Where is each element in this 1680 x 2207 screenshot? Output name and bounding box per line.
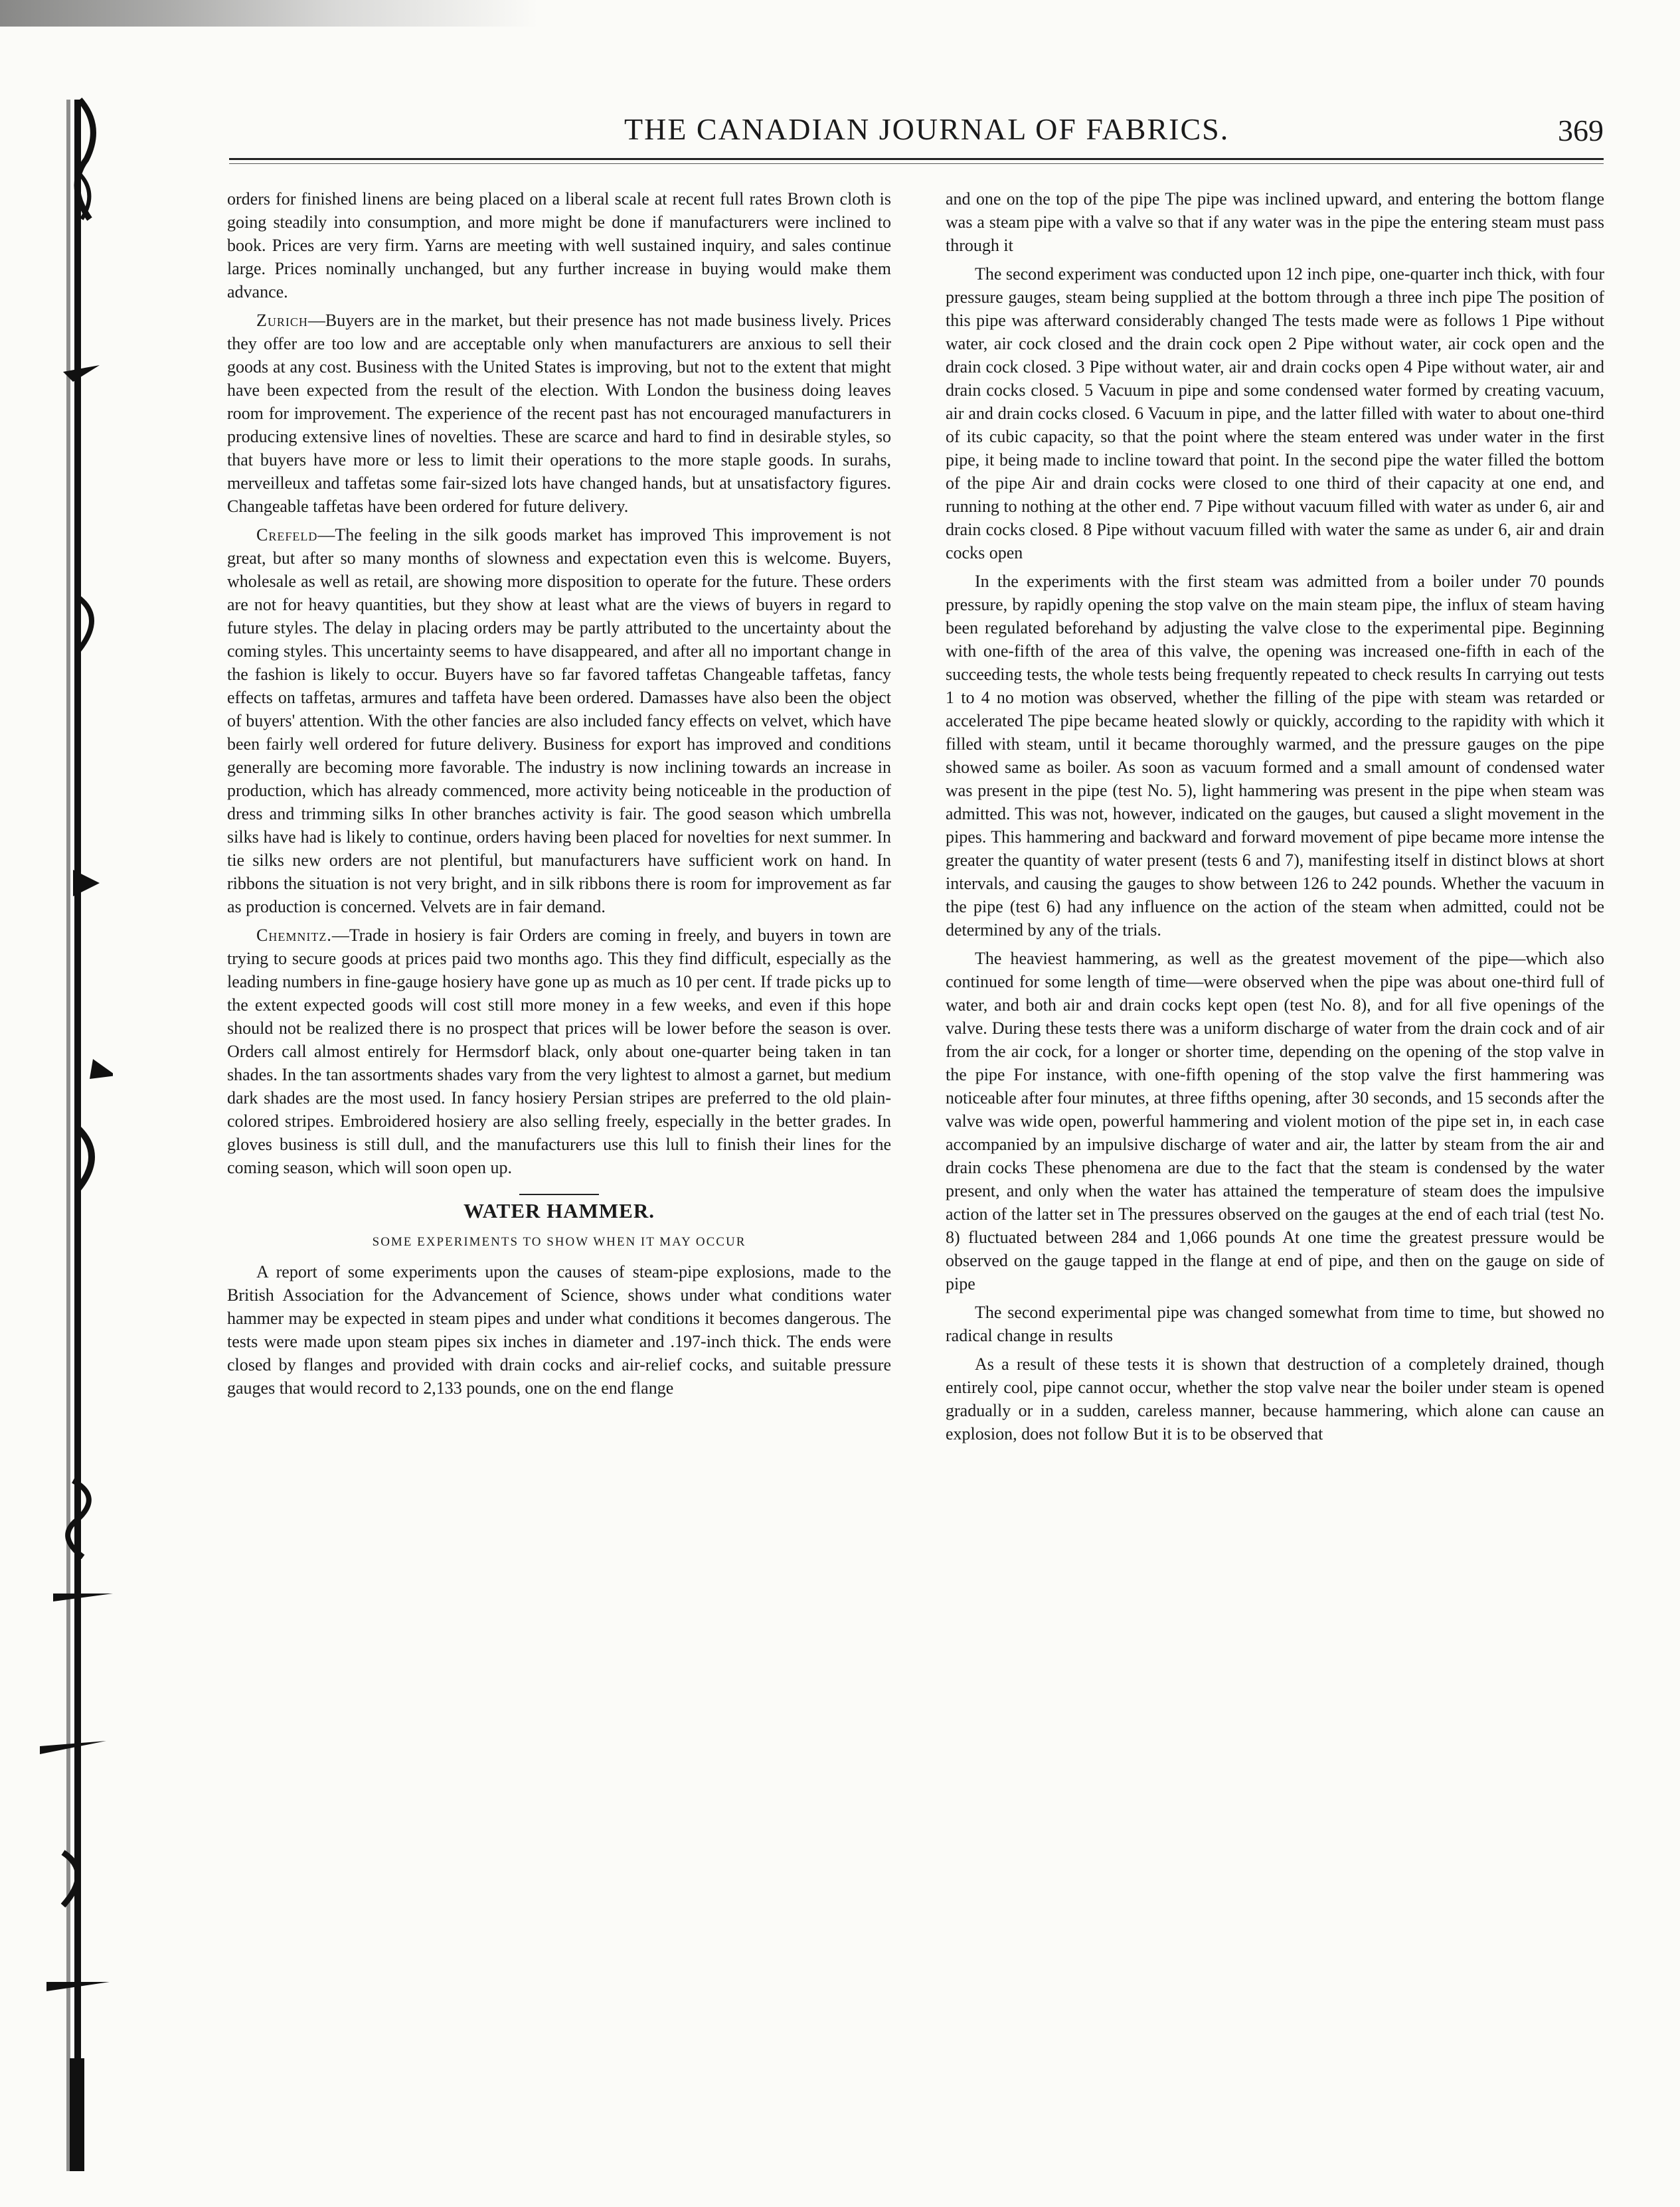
dateline-crefeld: Crefeld: [256, 525, 318, 544]
journal-title: THE CANADIAN JOURNAL OF FABRICS.: [624, 112, 1230, 146]
paragraph: The heaviest hammering, as well as the greatest movement of the pipe—which also continued for some length of time—were observed when the pipe was about one-third full of water, and both air and drain cocks kept open (test No. 8), and for all five openings of the valve. During these tests there was a uniform discharge of water from the drain cock and of air from the air cock, for a longer or shorter time, depending on the opening of the stop valve in the pipe For instance, with one-fifth opening of the stop valve the first hammering was noticeable after four minutes, at three fifths opening, after 30 seconds, and 15 seconds after the valve was wide open, powerful hammering and violent motion of the pipe set in, in each case accompanied by an impulsive discharge of water and air, the latter by steam from the air and drain cocks These phenomena are due to the fact that the steam is condensed by the water present, and only when the water has attained the temperature of steam does the impulsive action of the latter set in The pressures observed on the gauges at the end of each trial (test No. 8) fluctuated between 284 and 1,066 pounds At one time the greatest pressure would be observed on the gauge tapped in the flange at end of pipe, and then on the gauge on side of pipe: [946, 949, 1604, 1293]
scan-edge-artifact: [0, 0, 1680, 27]
paragraph: A report of some experiments upon the causes of steam-pipe explosions, made to the British Association for the Advancement of Science, shows under what conditions water hammer may be expected in steam pipes and under what conditions it becomes dangerous. The tests were made upon steam pipes six inches in diameter and .197-inch thick. The ends were closed by flanges and provided with drain cocks and air-relief cocks, and suitable pressure gauges that would record to 2,133 pounds, one on the end flange: [227, 1262, 891, 1398]
paragraph: In the experiments with the first steam was admitted from a boiler under 70 pounds pressure, by rapidly opening the stop valve on the main steam pipe, the influx of steam having been regulated beforehand by adjusting the valve close to the experimental pipe. Beginning with one-fifth of the area of this valve, the opening was increased one-fifth in each of the succeeding tests, the whole tests being frequently repeated to check results In carrying out tests 1 to 4 no motion was observed, whether the filling of the pipe with steam was retarded or accelerated The pipe became heated slowly or quickly, according to the rapidity with which it filled with steam, until it became thoroughly warmed, and the pressure gauges on the pipe showed same as boiler. As soon as vacuum formed and a small amount of condensed water was present in the pipe (test No. 5), light hammering was present in the pipe when steam was admitted. This was not, however, indicated on the gauges, but caused a slight movement in the pipes. This hammering and backward and forward movement of pipe became more intense the greater the quantity of water present (tests 6 and 7), manifesting itself in distinct blows at short intervals, and causing the gauges to show between 126 to 242 pounds. Whether the vacuum in the pipe (test 6) had any influence on the action of the steam when admitted, could not be determined by any of the trials.: [946, 572, 1604, 940]
header-rule: [229, 158, 1604, 160]
paragraph-zurich: [227, 309, 891, 518]
section-subtitle: SOME EXPERIMENTS TO SHOW WHEN IT MAY OCCUR: [372, 1235, 746, 1249]
section-title: WATER HAMMER.: [463, 1199, 655, 1222]
right-column: [946, 187, 1604, 1451]
paragraph-text: —Buyers are in the market, but their presence has not made business lively. Prices they offer are too low and are acceptable only when manufacturers are anxious to sell their goods at any cost. Business with the United States is improving, but not to the extent that might have been expected from the result of the election. With London the business doing leaves room for improvement. The experience of the recent past has not encouraged manufacturers in producing extensive lines of novelties. These are scarce and hard to find in desirable styles, so that buyers have more or less to limit their operations to the more staple goods. In surahs, merveilleux and taffetas some fair-sized lots have changed hands, but at unsatisfactory figures. Changeable taffetas have been ordered for future delivery.: [227, 311, 891, 516]
page-number: 369: [1558, 114, 1604, 147]
paragraph: orders for finished linens are being placed on a liberal scale at recent full rates Brown cloth is going steadily into consumption, and more might be done if manufacturers were inclined to book. Prices are very firm. Yarns are meeting with well sustained inquiry, and sales continue large. Prices nominally unchanged, but any further increase in buying would make them advance.: [227, 189, 891, 301]
binding-edge: [0, 0, 113, 2207]
header-rule-thin: [229, 163, 1604, 164]
dateline-zurich: Zurich: [256, 311, 308, 330]
paragraph: and one on the top of the pipe The pipe was inclined upward, and entering the bottom flange was a steam pipe with a valve so that if any water was in the pipe the entering steam must pass through it: [946, 189, 1604, 255]
left-column: [227, 187, 891, 1405]
paragraph-chemnitz: [227, 924, 891, 1179]
paragraph-text: —The feeling in the silk goods market has improved This improvement is not great, but after so many months of slowness and expectation even this is welcome. Buyers, wholesale as well as retail, are showing more disposition to operate for the future. These orders are not for heavy quantities, but they show at least what are the views of buyers in regard to future styles. The delay in placing orders may be partly attributed to the uncertainty about the coming styles. This uncertainty seems to have disappeared, and after all no important change in the fashion is likely to occur. Buyers have so far favored taffetas Changeable taffetas, fancy effects on taffetas, armures and taffeta have been ordered. Damasses have also been the object of buyers' attention. With the other fancies are also included fancy effects on velvet, which have been fairly well ordered for future delivery. Business for export has improved and conditions generally are becoming more favorable. The industry is now inclining towards an increase in production, which has already commenced, more activity being noticeable in the production of dress and trimming silks In other branches activity is fair. The good season which umbrella silks have had is likely to continue, orders having been placed for novelties for next summer. In tie silks new orders are not plentiful, but manufacturers have sufficient work on hand. In ribbons the situation is not very bright, and in silk ribbons there is room for improvement as far as production is concerned. Velvets are in fair demand.: [227, 525, 891, 916]
paragraph-crefeld: [227, 523, 891, 918]
paragraph: The second experimental pipe was changed somewhat from time to time, but showed no radical change in results: [946, 1303, 1604, 1345]
paragraph-text: —Trade in hosiery is fair Orders are coming in freely, and buyers in town are trying to secure goods at prices paid two months ago. This they find difficult, especially as the leading numbers in fine-gauge hosiery have gone up as much as 10 per cent. If trade picks up to the extent expected goods will cost still more money in a few weeks, and even if this hope should not be realized there is no prospect that prices will be lower before the season is over. Orders call almost entirely for Hermsdorf black, only about one-quarter being taken in tan shades. In the tan assortments shades vary from the very lightest to almost a garnet, but medium dark shades are the most used. In fancy hosiery Persian stripes are preferred to the old plain-colored stripes. Embroidered hosiery are also selling freely, especially in the better grades. In gloves business is still dull, and the manufacturers use this lull to finish their lines for the coming season, which will soon open up.: [227, 926, 891, 1177]
paragraph: The second experiment was conducted upon 12 inch pipe, one-quarter inch thick, with four pressure gauges, steam being supplied at the bottom through a three inch pipe The position of this pipe was afterward considerably changed The tests made were as follows 1 Pipe without water, air cock closed and the drain cock open 2 Pipe without water, air cock open and the drain cock closed. 3 Pipe without water, air and drain cocks open 4 Pipe without water, air and drain cocks closed. 5 Vacuum in pipe and some condensed water formed by creating vacuum, air and drain cocks closed. 6 Vacuum in pipe, and the latter filled with water to about one-third of its cubic capacity, so that the point where the steam entered was under water in the first pipe, it being made to incline toward that point. In the second pipe the water filled the bottom of the pipe Air and drain cocks were closed to one third of their capacity at one end, and running to nothing at the other end. 7 Pipe without vacuum filled with water as under 6, air and drain cocks closed. 8 Pipe without vacuum filled with water the same as under 6, air and drain cocks open: [946, 264, 1604, 562]
dateline-chemnitz: Chemnitz.: [256, 926, 332, 945]
running-head: [212, 112, 1604, 155]
paragraph: As a result of these tests it is shown that destruction of a completely drained, though entirely cool, pipe cannot occur, whether the stop valve near the boiler under steam is opened gradually or in a sudden, careless manner, because hammering, which alone can cause an explosion, does not follow But it is to be observed that: [946, 1354, 1604, 1443]
section-rule: [519, 1194, 599, 1195]
